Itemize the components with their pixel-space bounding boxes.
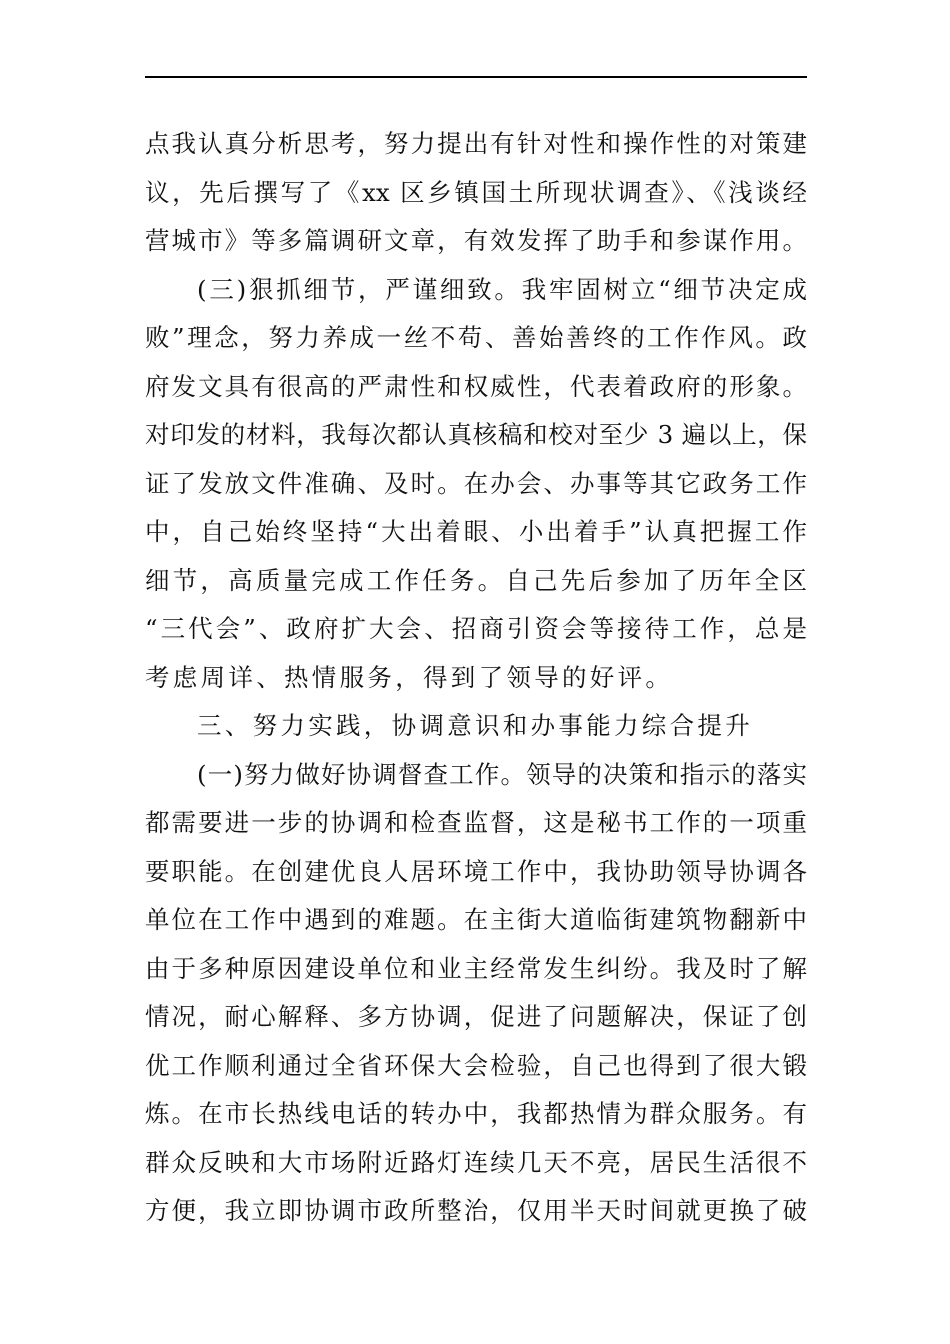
text-line: 证了发放文件准确、及时。在办会、办事等其它政务工作: [145, 468, 807, 498]
text-line: 要职能。在创建优良人居环境工作中，我协助领导协调各: [145, 856, 807, 886]
header-rule: [145, 76, 807, 78]
text-line: 中，自己始终坚持“大出着眼、小出着手”认真把握工作: [145, 517, 807, 546]
text-line: 炼。在市长热线电话的转办中，我都热情为群众服务。有: [145, 1099, 807, 1128]
text-line: 考虑周详、热情服务，得到了领导的好评。: [145, 662, 674, 692]
text-line: 由于多种原因建设单位和业主经常发生纠纷。我及时了解: [145, 953, 807, 983]
text-line: 都需要进一步的协调和检查监督，这是秘书工作的一项重: [145, 808, 807, 837]
text-line: “三代会”、政府扩大会、招商引资会等接待工作，总是: [145, 614, 807, 643]
text-line: (三)狠抓细节，严谨细致。我牢固树立“细节决定成: [197, 274, 807, 304]
section-heading: 三、努力实践，协调意识和办事能力综合提升: [197, 711, 753, 740]
text-line: 优工作顺利通过全省环保大会检验，自己也得到了很大锻: [145, 1050, 807, 1080]
text-line: 府发文具有很高的严肃性和权威性，代表着政府的形象。: [145, 371, 807, 401]
text-line: 细节，高质量完成工作任务。自己先后参加了历年全区: [145, 565, 807, 595]
text-line: 议，先后撰写了《xx 区乡镇国土所现状调查》、《浅谈经: [145, 177, 807, 207]
text-line: 单位在工作中遇到的难题。在主街大道临街建筑物翻新中: [145, 905, 807, 934]
text-line: 群众反映和大市场附近路灯连续几天不亮，居民生活很不: [145, 1147, 807, 1177]
text-line: 点我认真分析思考，努力提出有针对性和操作性的对策建: [145, 129, 807, 158]
text-line: 对印发的材料，我每次都认真核稿和校对至少 3 遍以上，保: [145, 420, 807, 449]
text-line: (一)努力做好协调督查工作。领导的决策和指示的落实: [197, 759, 807, 789]
text-line: 败”理念，努力养成一丝不苟、善始善终的工作作风。政: [145, 323, 807, 352]
text-line: 情况，耐心解释、多方协调，促进了问题解决，保证了创: [145, 1002, 807, 1031]
body-text: [145, 120, 807, 1236]
text-line: 营城市》等多篇调研文章，有效发挥了助手和参谋作用。: [145, 226, 807, 255]
text-line: 方便，我立即协调市政所整治，仅用半天时间就更换了破: [145, 1196, 807, 1225]
